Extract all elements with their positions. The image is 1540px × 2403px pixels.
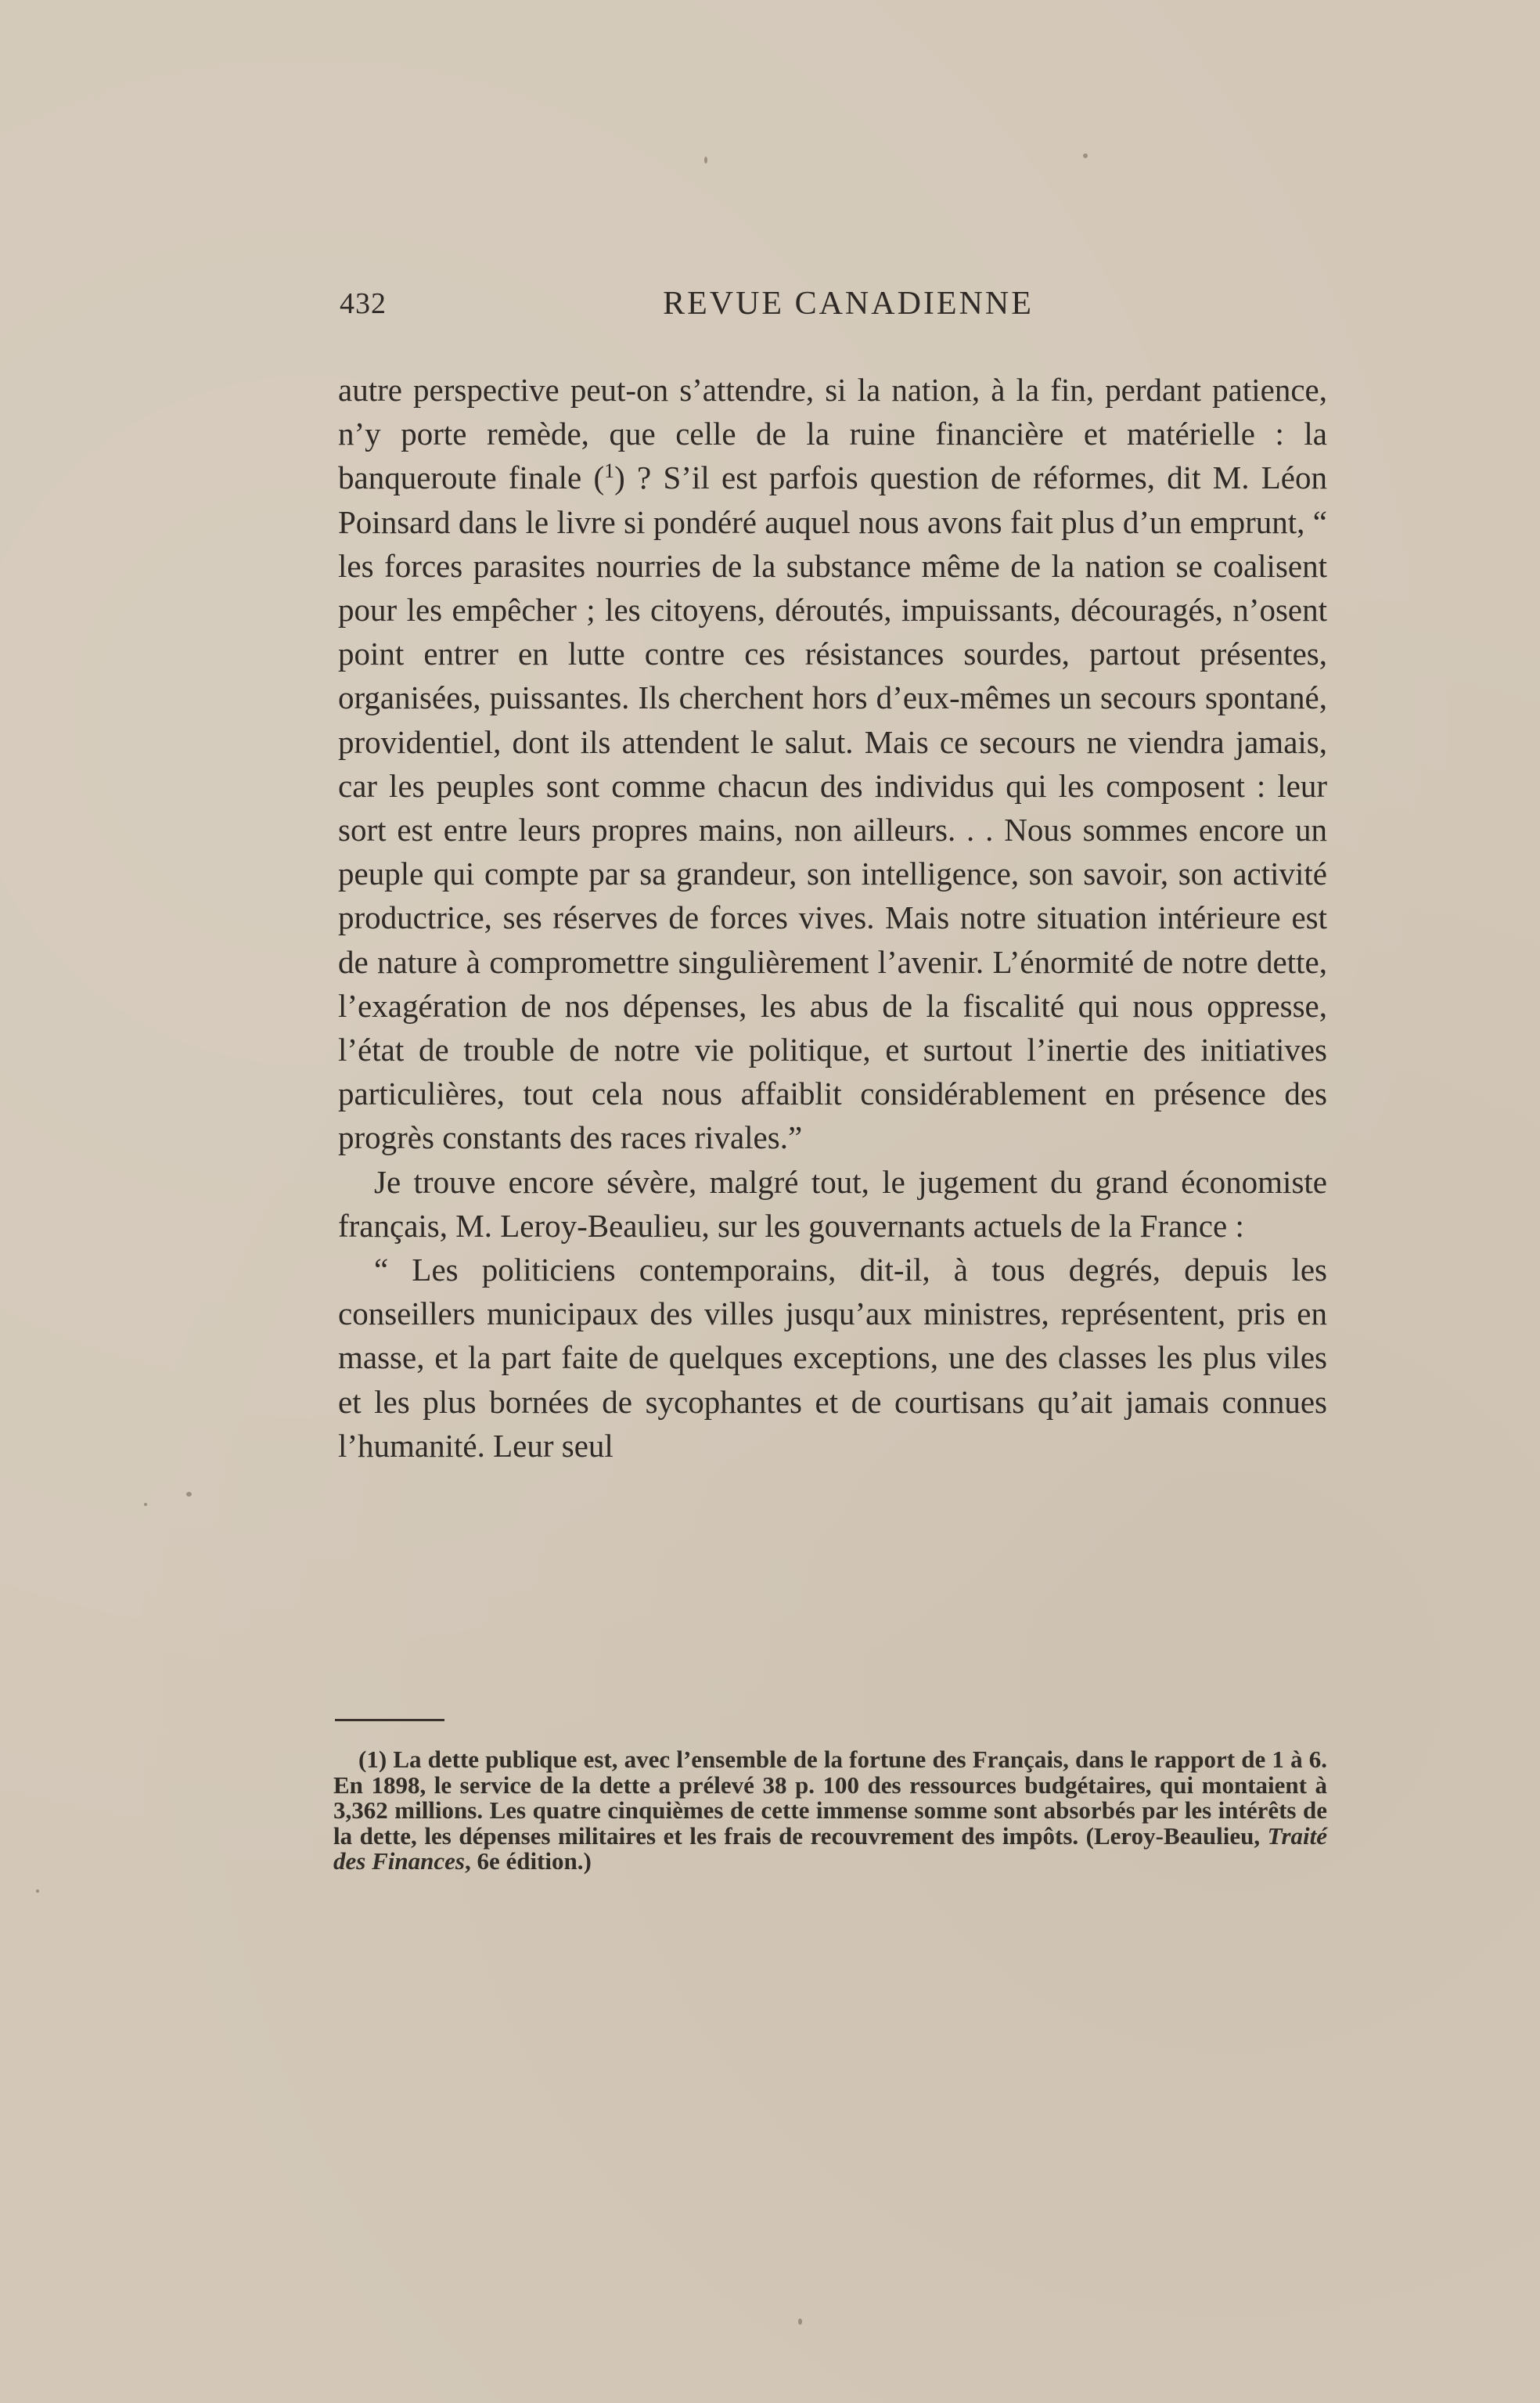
paper-speck [704,157,707,164]
paper-speck [36,1890,39,1893]
footnote-reference: 1 [604,459,615,483]
paper-speck [1083,153,1088,158]
footnote-book-title: Traité des Finances [333,1821,1327,1875]
paper-speck [144,1503,147,1506]
footnote-text-main: (1) La dette publique est, avec l’ensemble de la fortune des Français, dans le rapport de 1 à 6. En 1898, le service de la dette a prélevé 38 p. 100 des ressources budgétaires, qui montaient à 3,362 millions. Les quatre cinquièmes de cette immense somme sont absorbés par les intérêts de la dette, les dépenses militaires et les frais de recouvrement des impôts. (Leroy-Beaulieu, [333,1746,1327,1850]
footnote [333,1747,1327,1875]
paragraph-1 [338,368,1327,1160]
footnote-divider [335,1719,444,1721]
paper-speck [186,1492,192,1497]
footnote-text [333,1747,1327,1875]
running-head [335,283,1330,330]
paper-speck [798,2318,802,2325]
journal-title: REVUE CANADIENNE [663,286,1034,322]
body-text [338,368,1327,1468]
paragraph-1-part-1: autre perspective peut-on s’attendre, si la nation, à la fin, perdant patience, n’y porte remède, que celle de la ruine financière et matérielle : la banqueroute finale ( [338,372,1327,496]
paragraph-3: “ Les politiciens contemporains, dit-il, à tous degrés, depuis les conseillers municipaux des villes jusqu’aux ministres, représentent, pris en masse, et la part faite de quelques exceptions, une des classes les plus viles et les plus bornées de sycophantes et de courtisans qu’ait jamais connues l’humanité. Leur seul [338,1252,1327,1464]
footnote-text-end: , 6e édition.) [464,1847,592,1875]
page-number: 432 [340,287,387,320]
paragraph-2: Je trouve encore sévère, malgré tout, le jugement du grand économiste français, M. Leroy-Beaulieu, sur les gouvernants actuels de la France : [338,1163,1327,1244]
paragraph-1-part-2: ) ? S’il est parfois question de réformes, dit M. Léon Poinsard dans le livre si pondéré auquel nous avons fait plus d’un emprunt, “ les forces parasites nourries de la substance même de la nation se coalisent pour les empêcher ; les citoyens, déroutés, impuissants, découragés, n’osent point entrer en lutte contre ces résistances sourdes, partout présentes, organisées, puissantes. Ils cherchent hors d’eux-mêmes un secours spontané, providentiel, dont ils attendent le salut. Mais ce secours ne viendra jamais, car les peuples sont comme chacun des individus qui les composent : leur sort est entre leurs propres mains, non ailleurs. . . Nous sommes encore un peuple qui compte par sa grandeur, son intelligence, son savoir, son activité productrice, ses réserves de forces vives. Mais notre situation intérieure est de nature à compromettre singulièrement l’avenir. L’énormité de notre dette, l’exagération de nos dépenses, les abus de la fiscalité qui nous oppresse, l’état de trouble de notre vie politique, et surtout l’inertie des initiatives particulières, tout cela nous affaiblit considérablement en présence des progrès constants des races rivales.” [338,459,1327,1156]
